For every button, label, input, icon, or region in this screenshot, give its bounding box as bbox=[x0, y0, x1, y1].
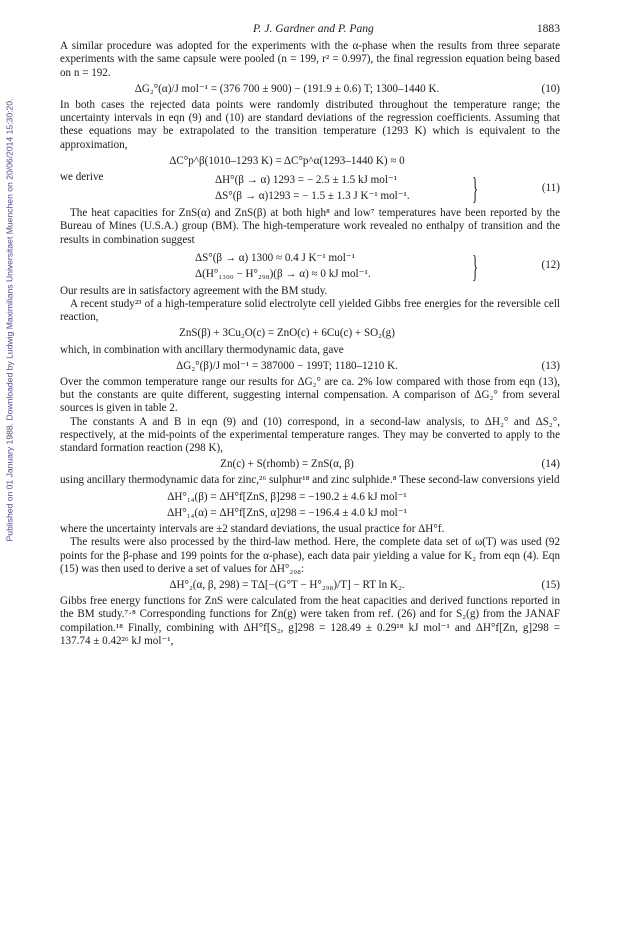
equation-enthalpy-beta-body: ΔH°₁₄(β) = ΔH°f[ZnS, β]298 = −190.2 ± 4.6 kJ mol⁻¹ bbox=[167, 490, 407, 503]
download-watermark-text: Published on 01 January 1988. Downloaded by Ludwig Maximilians Universitaet Muenchen on 20/06/2014 15:30:20. bbox=[4, 98, 14, 542]
page-number: 1883 bbox=[536, 22, 560, 35]
equation-15-number: (15) bbox=[541, 578, 560, 591]
paragraph-gibbs-functions: Gibbs free energy functions for ZnS were calculated from the heat capacities and derived functions reported in the BM study.⁷·⁸ Corresponding functions for Zn(g) were taken from ref. (26) and for S₂(g) from the JANAF compilation.¹⁸ Finally, combining with ΔH°f[S₂, g]298 = 128.49 ± 0.29¹⁸ kJ mol⁻¹ and ΔH°f[Zn, g]298 = 137.74 ± 0.42²⁶ kJ mol⁻¹, bbox=[60, 595, 560, 647]
paragraph-recent-study: A recent study²³ of a high-temperature solid electrolyte cell yielded Gibbs free energies for the reversible cell reaction, bbox=[60, 298, 560, 324]
paragraph-uncertainty: where the uncertainty intervals are ±2 standard deviations, the usual practice for ΔH°f. bbox=[60, 523, 445, 536]
paragraph-rejected-points: In both cases the rejected data points were randomly distributed throughout the temperature range; the uncertainty intervals in eqn (9) and (10) are standard deviations of the regression coefficients. Assuming that these equations may be extrapolated to the transition temperature (1293 K) which is equivalent to the approximation, bbox=[60, 99, 560, 151]
equation-10-body: ΔG₂°(α)/J mol⁻¹ = (376 700 ± 900) − (191.9 ± 0.6) T; 1300–1440 K. bbox=[134, 82, 440, 95]
equation-10 bbox=[60, 83, 560, 96]
paragraph-constants: The constants A and B in eqn (9) and (10) correspond, in a second-law analysis, to ΔH₂° and ΔS₂°, respectively, at the mid-points of the experimental temperature ranges. They may be converted to apply to the standard formation reaction (298 K), bbox=[60, 415, 560, 455]
equation-13-body: ΔG₂°(β)/J mol⁻¹ = 387000 − 199T; 1180–1210 K. bbox=[176, 359, 398, 372]
paragraph-heat-capacities: The heat capacities for ZnS(α) and ZnS(β) at both high⁸ and low⁷ temperatures have been reported by the Bureau of Mines (U.S.A.) group (BM). The high-temperature work revealed no enthalpy of transition and the results in combination suggest bbox=[60, 207, 560, 246]
brace-icon: } bbox=[472, 247, 479, 284]
paragraph-agreement: Our results are in satisfactory agreement with the BM study. bbox=[60, 284, 328, 297]
equation-enthalpy-beta bbox=[60, 491, 560, 504]
equation-12-number: (12) bbox=[541, 259, 560, 272]
brace-icon: } bbox=[472, 170, 479, 207]
equation-13-number: (13) bbox=[541, 359, 560, 372]
paragraph-alpha-phase: A similar procedure was adopted for the experiments with the α-phase when the results from three separate experiments with the same capsule were pooled (n = 199, r² = 0.997), the final regression equation being based on n = 192. bbox=[60, 40, 560, 79]
equation-14 bbox=[60, 458, 560, 471]
running-header-authors: P. J. Gardner and P. Pang bbox=[252, 22, 374, 35]
equation-14-body: Zn(c) + S(rhomb) = ZnS(α, β) bbox=[220, 458, 354, 471]
paragraph-common-range: Over the common temperature range our results for ΔG₂° are ca. 2% low compared with those from eqn (13), but the constants are quite different, suggesting internal compensation. A comparison of ΔG₂° from several sources is given in table 2. bbox=[60, 376, 560, 415]
running-header bbox=[60, 22, 560, 35]
paper-page bbox=[60, 22, 560, 648]
paragraph-third-law: The results were also processed by the third-law method. Here, the complete data set of ω(T) was used (92 points for the β-phase and 199 points for the α-phase), each data pair yielding a value for K₂ from eqn (4). Eqn (15) was then used to derive a set of values for ΔH°₂₉₈: bbox=[60, 536, 560, 575]
equation-heat-capacity bbox=[60, 155, 560, 168]
equation-10-number: (10) bbox=[541, 82, 560, 95]
download-watermark bbox=[2, 40, 16, 600]
equation-12-line-2: Δ(H°₁₃₀₀ − H°₂₉₈)(β → α) ≈ 0 kJ mol⁻¹. bbox=[195, 267, 371, 280]
equation-12-line-1: ΔS°(β → α) 1300 ≈ 0.4 J K⁻¹ mol⁻¹ bbox=[195, 251, 355, 264]
equation-14-number: (14) bbox=[541, 458, 560, 471]
equation-11 bbox=[60, 170, 560, 207]
equation-15-body: ΔH°₂(α, β, 298) = TΔ[−(G°T − H°₂₉₈)/T] − RT ln K₂. bbox=[169, 578, 405, 591]
paragraph-ancillary-data: which, in combination with ancillary thermodynamic data, gave bbox=[60, 343, 344, 356]
equation-cell-reaction-body: ZnS(β) + 3Cu₂O(c) = ZnO(c) + 6Cu(c) + SO₂(g) bbox=[179, 327, 395, 340]
equation-enthalpy-alpha-body: ΔH°₁₄(α) = ΔH°f[ZnS, α]298 = −196.4 ± 4.0 kJ mol⁻¹ bbox=[167, 506, 407, 519]
equation-11-line-1: ΔH°(β → α) 1293 = − 2.5 ± 1.5 kJ mol⁻¹ bbox=[215, 174, 398, 187]
paragraph-second-law: using ancillary thermodynamic data for zinc,²⁶ sulphur¹⁸ and zinc sulphide.⁸ These second-law conversions yield bbox=[60, 474, 560, 487]
equation-cell-reaction bbox=[60, 327, 560, 340]
equation-13 bbox=[60, 360, 560, 373]
equation-heat-capacity-body: ΔC°p^β(1010–1293 K) = ΔC°p^α(1293–1440 K) ≈ 0 bbox=[169, 154, 405, 167]
equation-enthalpy-alpha bbox=[60, 507, 560, 520]
equation-12 bbox=[60, 247, 560, 284]
derive-label: we derive bbox=[60, 171, 104, 184]
equation-11-line-2: ΔS°(β → α)1293 = − 1.5 ± 1.3 J K⁻¹ mol⁻¹. bbox=[215, 190, 410, 203]
equation-11-number: (11) bbox=[541, 181, 560, 194]
equation-15 bbox=[60, 579, 560, 592]
